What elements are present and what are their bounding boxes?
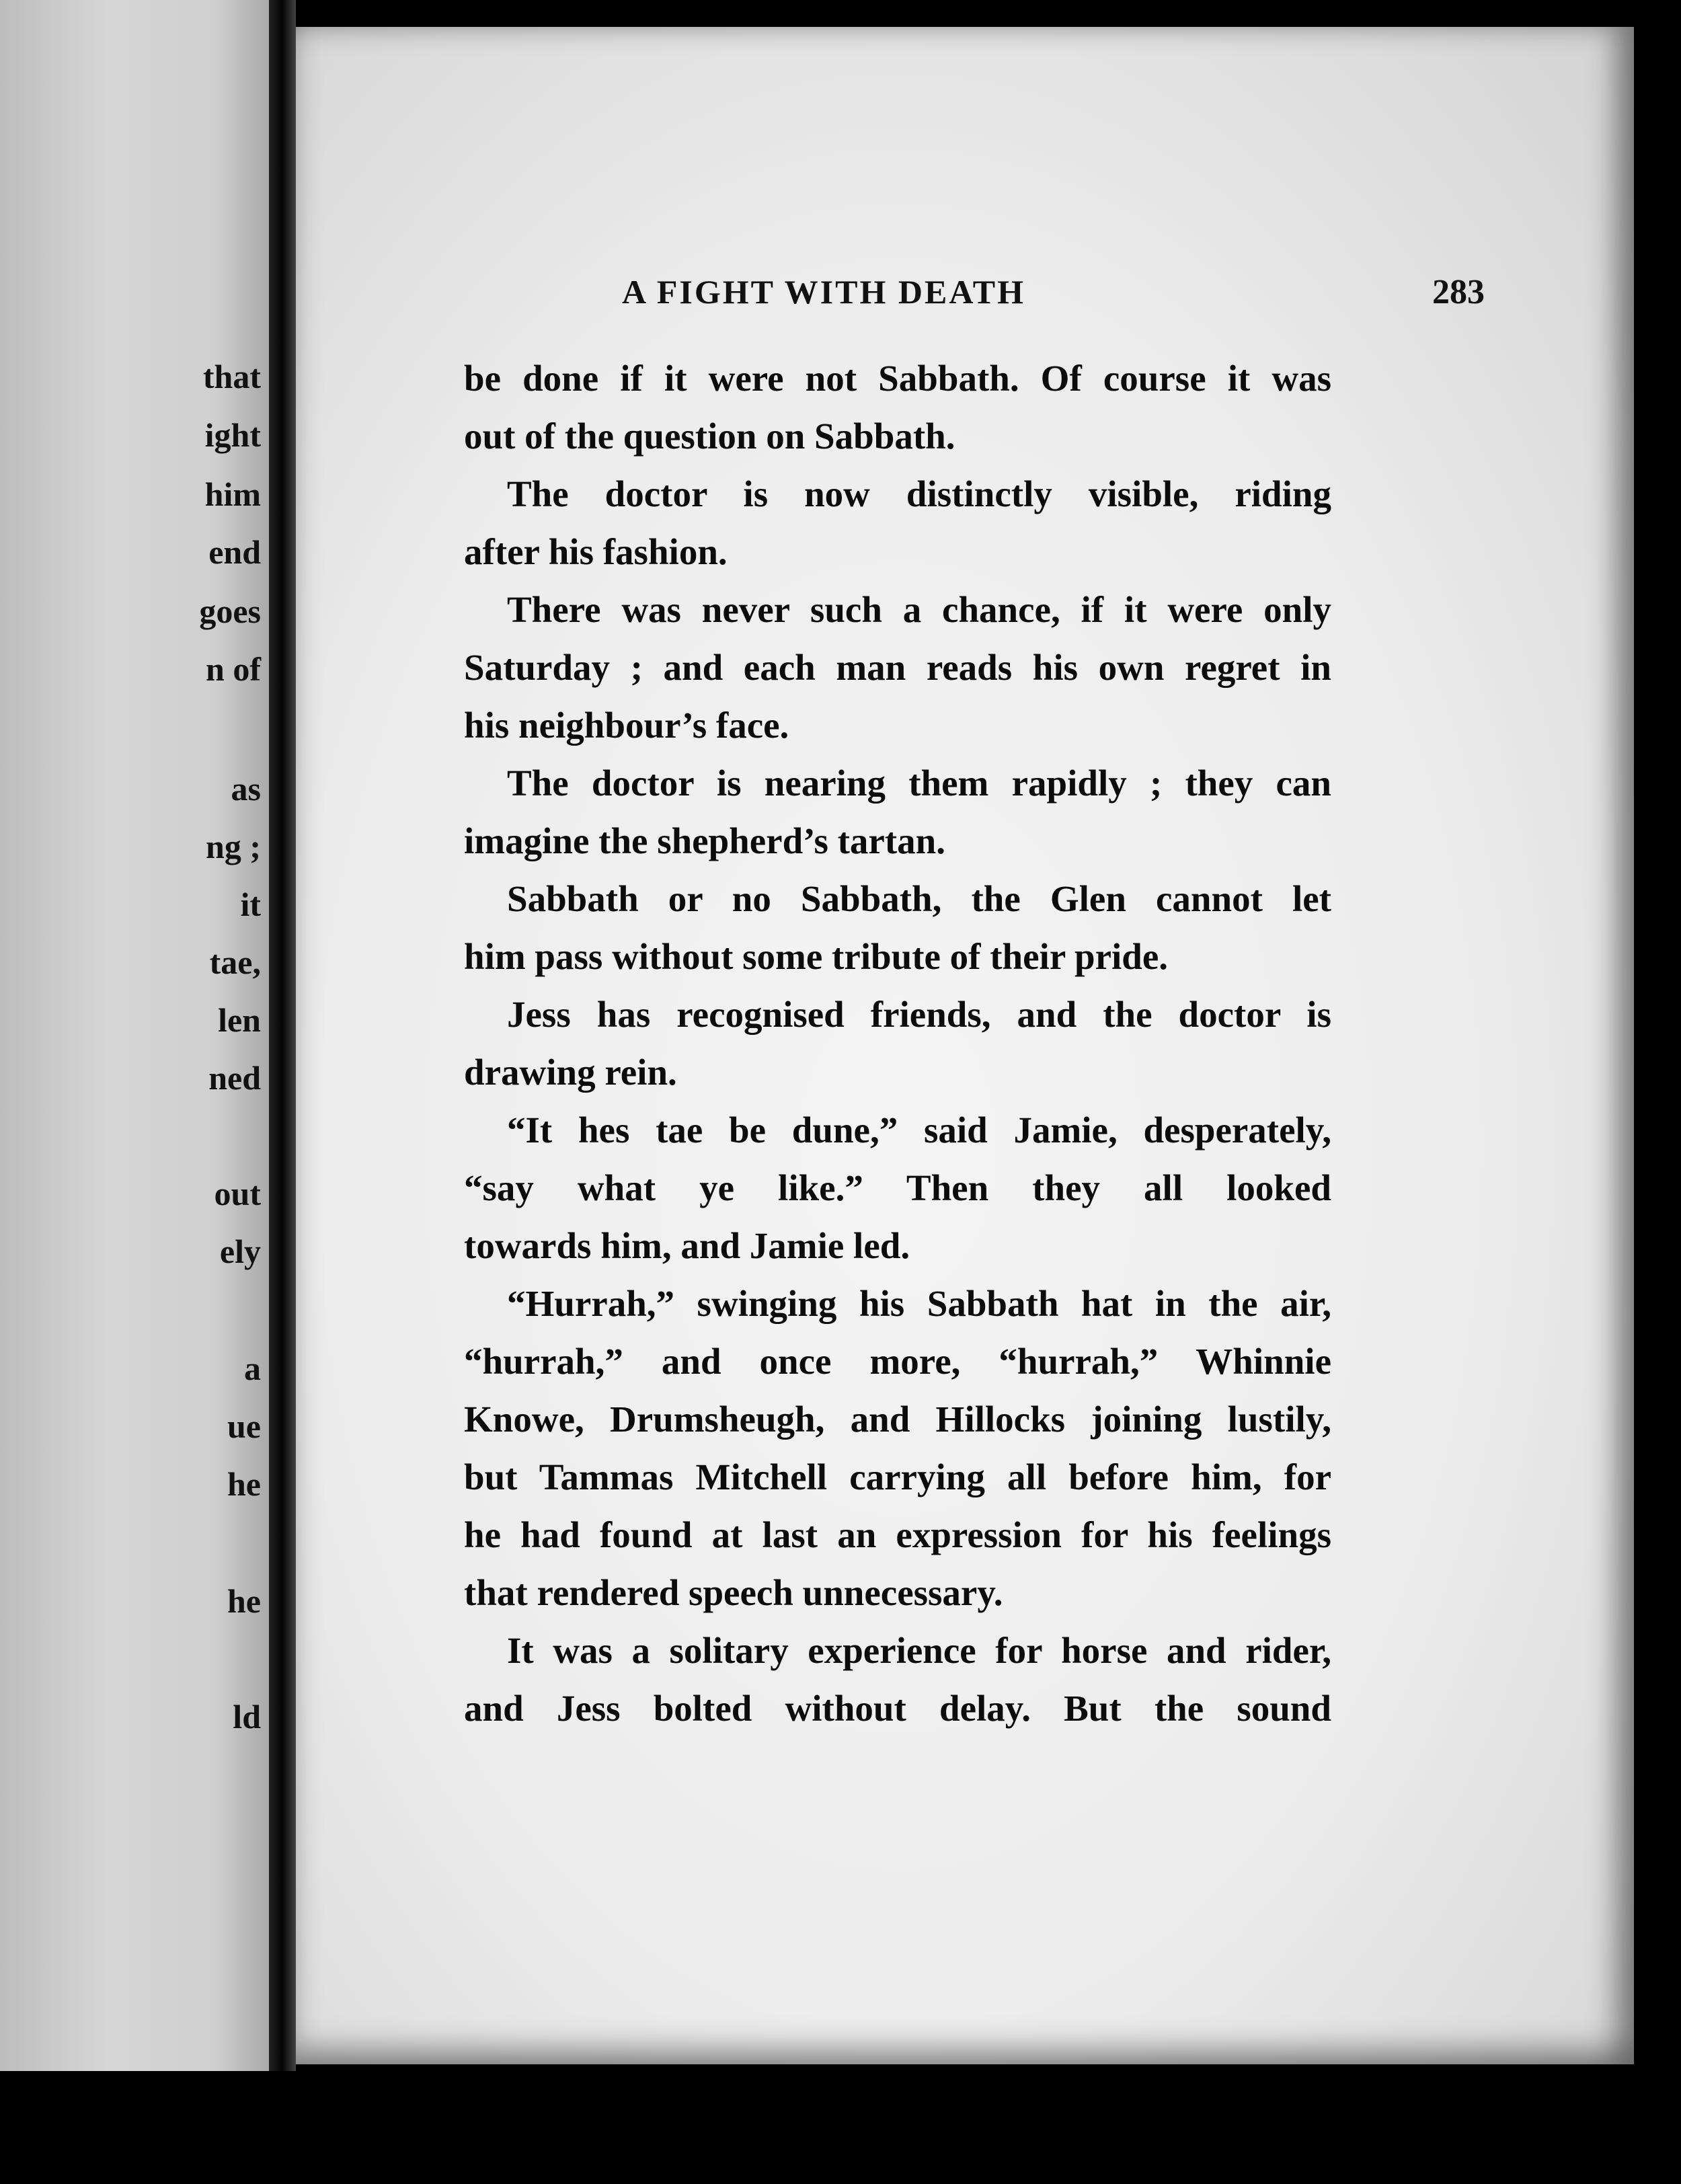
text-line: be done if it were not Sabbath. Of course it was [464,358,1331,399]
text-line: towards him, and Jamie led. [464,1225,910,1266]
text-line: drawing rein. [464,1052,677,1093]
left-fragment: as [231,770,261,808]
left-fragment: him [204,475,261,513]
text-line: “hurrah,” and once more, “hurrah,” Whinnie [464,1341,1331,1382]
left-fragment: ng ; [206,828,261,865]
text-line: “say what ye like.” Then they all looked [464,1167,1331,1208]
left-fragment: ue [227,1407,261,1445]
body-text [464,350,1331,1738]
text-line: imagine the shepherd’s tartan. [464,820,945,861]
left-fragment: out [214,1175,261,1212]
left-fragment: ned [208,1059,261,1097]
previous-page-fragment [0,0,269,2071]
text-line: his neighbour’s face. [464,705,789,746]
left-fragment: a [244,1350,261,1387]
book-page [296,27,1634,2064]
left-fragment: goes [199,592,261,630]
text-line: but Tammas Mitchell carrying all before him, for [464,1456,1331,1497]
left-fragment: end [208,533,261,571]
text-line: and Jess bolted without delay. But the sound [464,1688,1331,1729]
left-fragment: ld [233,1698,261,1736]
text-line: “Hurrah,” swinging his Sabbath hat in the air, [507,1283,1331,1324]
text-line: There was never such a chance, if it were only [507,589,1331,630]
running-head [464,272,1631,326]
text-line: Knowe, Drumsheugh, and Hillocks joining lustily, [464,1399,1331,1440]
text-line: Sabbath or no Sabbath, the Glen cannot let [507,878,1331,919]
text-line: out of the question on Sabbath. [464,416,955,457]
text-line: Saturday ; and each man reads his own regret in [464,647,1331,688]
text-line: Jess has recognised friends, and the doctor is [507,994,1331,1035]
left-fragment: that [202,358,261,395]
left-fragment: ight [204,416,261,454]
text-line: him pass without some tribute of their pride. [464,936,1169,977]
left-fragment: tae, [209,943,261,981]
text-line: The doctor is nearing them rapidly ; they can [507,763,1331,804]
text-line: It was a solitary experience for horse and rider, [507,1630,1331,1671]
text-line: he had found at last an expression for his feelings [464,1514,1331,1555]
text-line: “It hes tae be dune,” said Jamie, desperately, [507,1109,1331,1150]
text-line: that rendered speech unnecessary. [464,1572,1003,1613]
page-number: 283 [1432,273,1485,311]
left-fragment: ely [219,1233,261,1270]
running-head-title: A FIGHT WITH DEATH [622,273,1025,311]
left-fragment: n of [206,650,261,688]
left-fragment: len [218,1001,261,1039]
left-fragment: he [227,1582,261,1620]
left-fragment: it [240,886,261,923]
text-line: after his fashion. [464,531,728,572]
left-fragment: he [227,1465,261,1503]
book-gutter [269,0,296,2071]
text-line: The doctor is now distinctly visible, riding [507,473,1331,514]
